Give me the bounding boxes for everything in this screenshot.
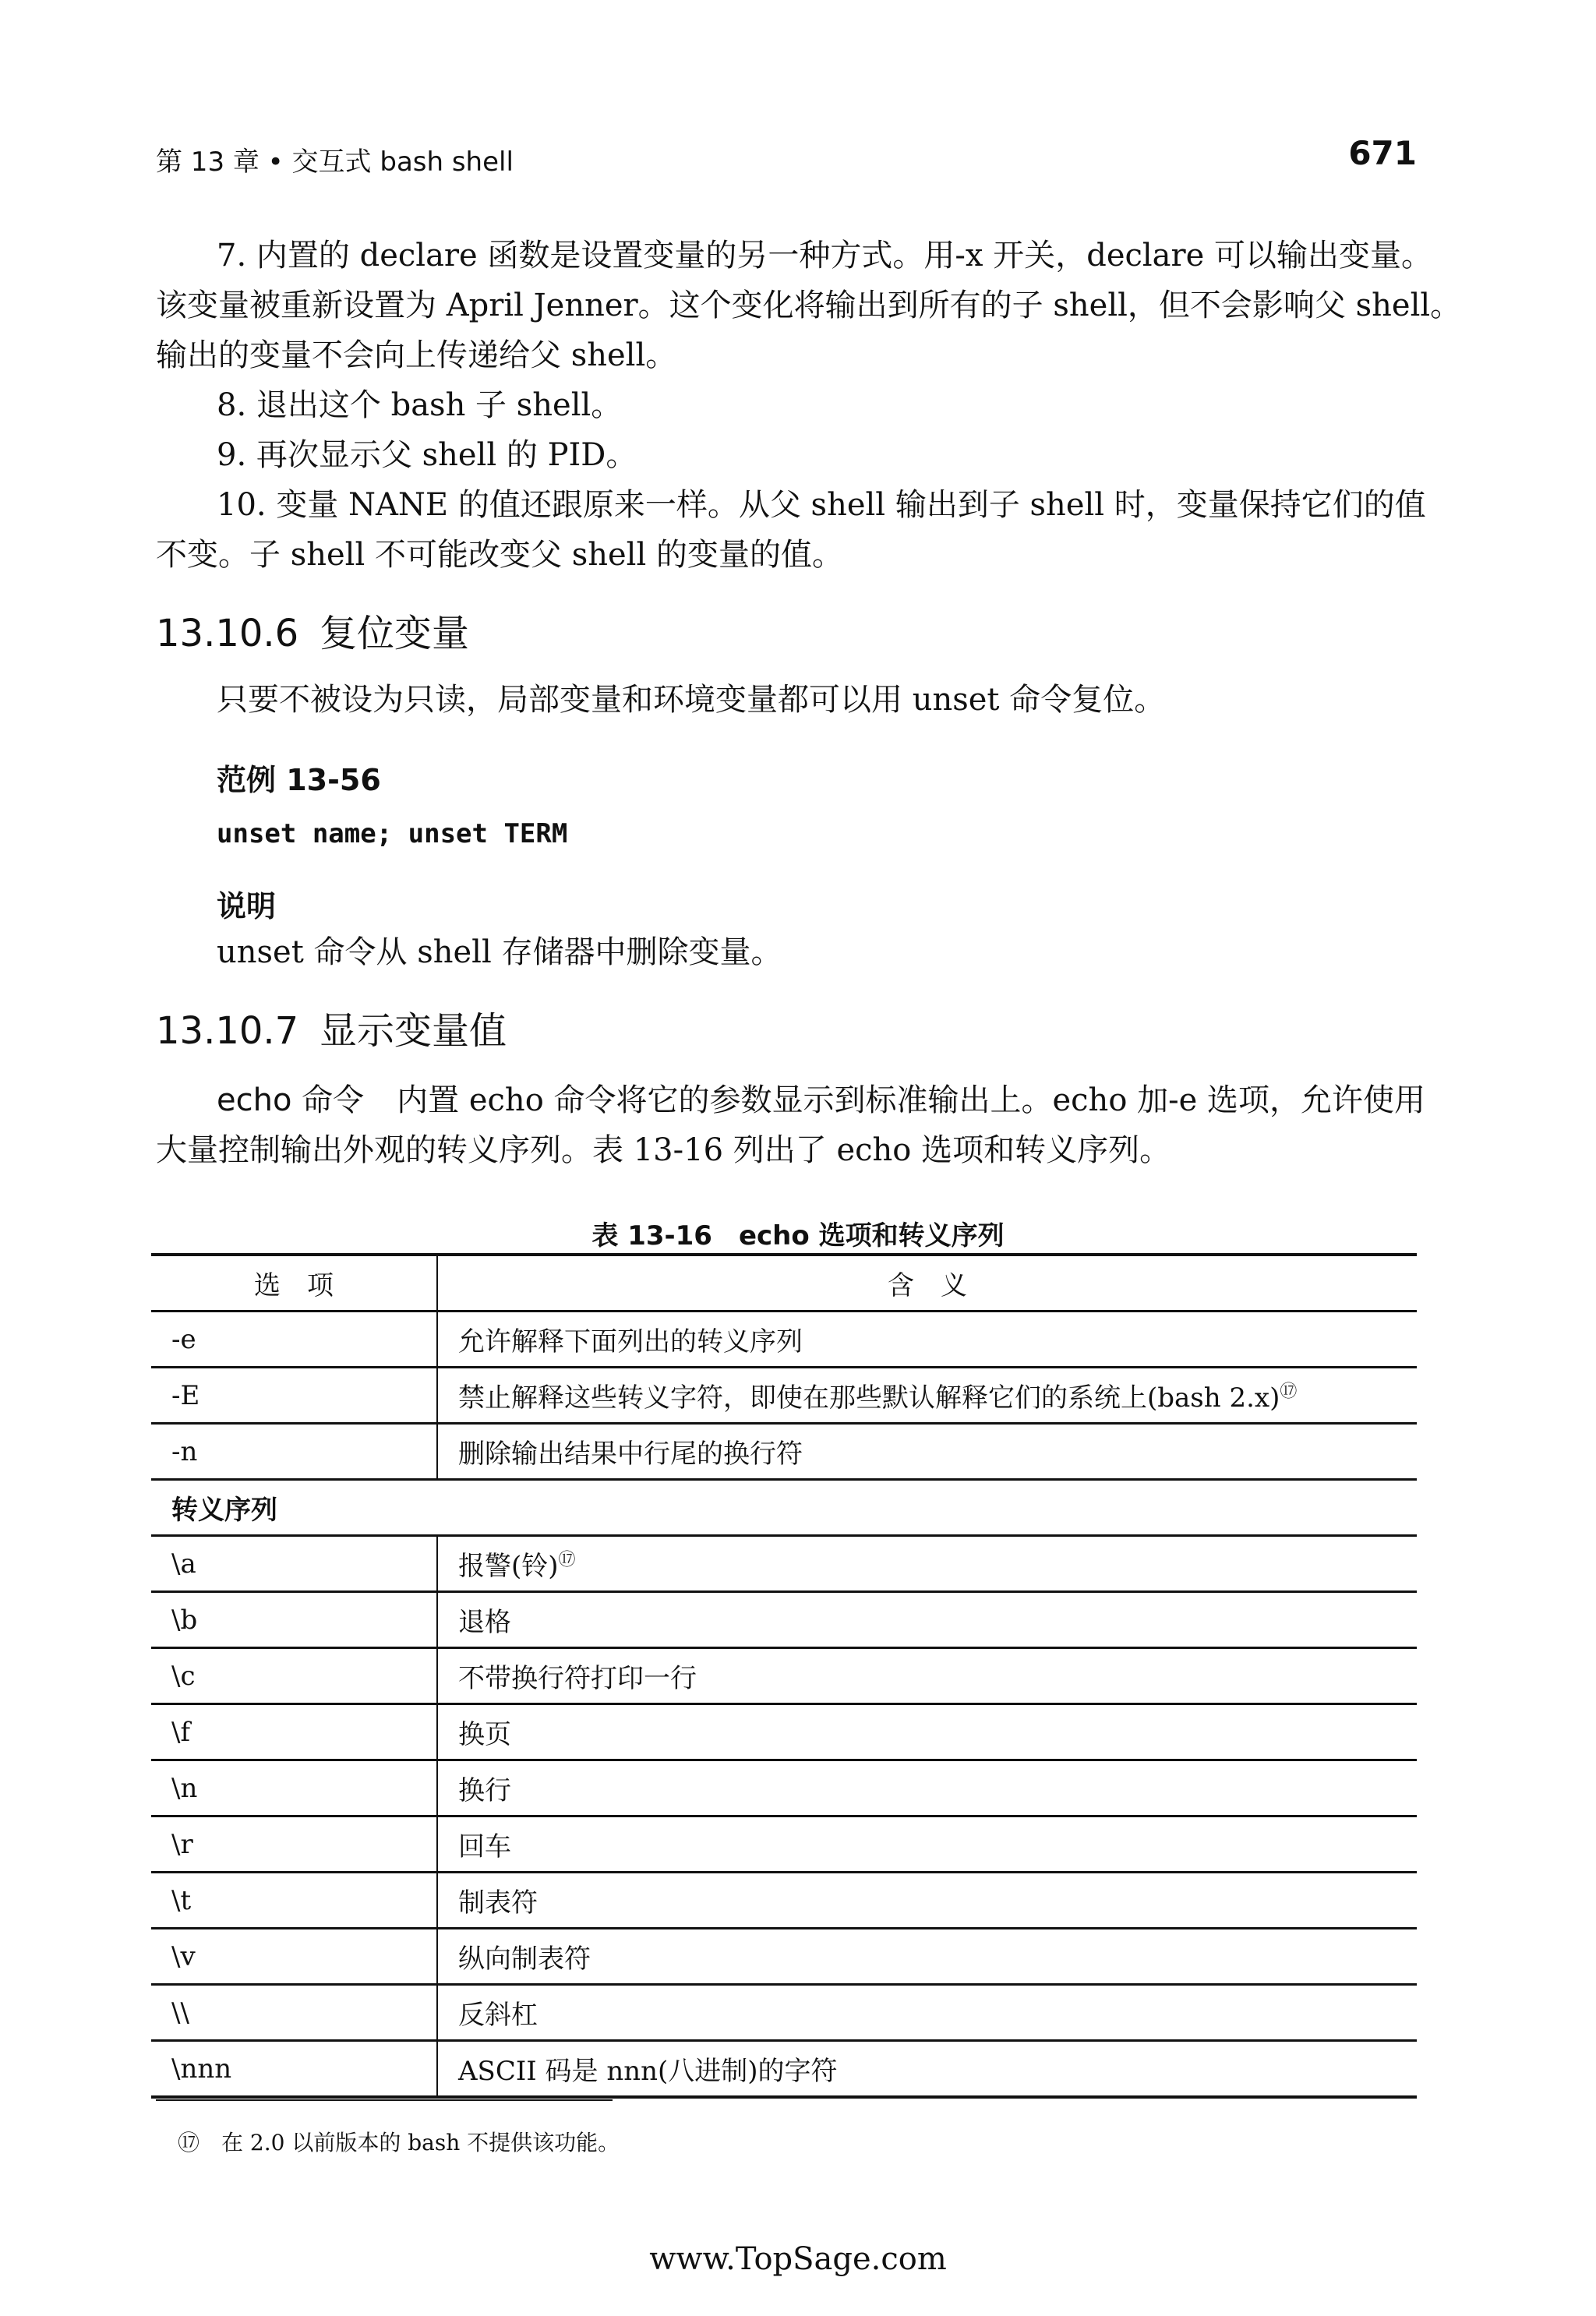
meaning-text: 删除输出结果中行尾的换行符: [458, 1439, 803, 1470]
header-option: 选 项: [151, 1255, 437, 1312]
table: [151, 1253, 1417, 2099]
meaning-text: 换页: [458, 1719, 511, 1750]
option-cell: -e: [151, 1312, 437, 1368]
meaning-text: 制表符: [458, 1887, 538, 1919]
meaning-text: 回车: [458, 1831, 511, 1862]
echo-paragraph-line-1: [217, 1075, 1425, 1125]
option-cell: \t: [151, 1873, 437, 1929]
option-cell: \b: [151, 1592, 437, 1648]
meaning-text: 禁止解释这些转义字符，即使在那些默认解释它们的系统上(bash 2.x): [458, 1382, 1280, 1414]
group-row: [151, 1480, 1417, 1536]
meaning-text: ASCII 码是 nnn(八进制)的字符: [458, 2056, 838, 2087]
table-row: [151, 1368, 1417, 1424]
table-row: [151, 1873, 1417, 1929]
meaning-cell: [437, 1424, 1417, 1480]
meaning-cell: [437, 1816, 1417, 1873]
footnote: ⑰ 在 2.0 以前版本的 bash 不提供该功能。: [178, 2130, 620, 2155]
header-meaning: 含 义: [888, 1270, 967, 1301]
table-row: [151, 1424, 1417, 1480]
option-cell: \v: [151, 1929, 437, 1985]
paragraph-10-line-1: 10. 变量 NANE 的值还跟原来一样。从父 shell 输出到子 shell 时，变量保持它们的值: [217, 487, 1426, 523]
example-label: 范例 13-56: [217, 763, 381, 797]
echo-paragraph-line-2: 大量控制输出外观的转义序列。表 13-16 列出了 echo 选项和转义序列。: [156, 1132, 1171, 1168]
option-cell: \a: [151, 1536, 437, 1592]
section-number: 13.10.7: [156, 1009, 299, 1053]
table-row: [151, 1592, 1417, 1648]
meaning-cell: [437, 1873, 1417, 1929]
option-cell: \f: [151, 1704, 437, 1760]
group-label: 转义序列: [171, 1495, 277, 1526]
meaning-cell: [437, 1704, 1417, 1760]
paragraph-7-line-3: 输出的变量不会向上传递给父 shell。: [156, 337, 677, 373]
meaning-text: 反斜杠: [458, 2000, 538, 2031]
meaning-cell: [437, 2041, 1417, 2098]
meaning-text: 退格: [458, 1607, 511, 1638]
table-row: [151, 1985, 1417, 2041]
meaning-text: 纵向制表符: [458, 1944, 591, 1975]
echo-options-table: [151, 1253, 1417, 2099]
section-heading-13-10-6: [156, 603, 469, 657]
footnote-marker: ⑰: [1280, 1382, 1298, 1402]
meaning-cell: [437, 1592, 1417, 1648]
table-row: [151, 1536, 1417, 1592]
table-row: [151, 1929, 1417, 1985]
meaning-cell: [437, 1536, 1417, 1592]
table-header-row: [151, 1255, 1417, 1312]
meaning-cell: [437, 1760, 1417, 1816]
paragraph-10-line-2: 不变。子 shell 不可能改变父 shell 的变量的值。: [156, 537, 843, 573]
paragraph-8: 8. 退出这个 bash 子 shell。: [217, 387, 623, 423]
meaning-cell: [437, 1368, 1417, 1424]
option-cell: \r: [151, 1816, 437, 1873]
line-text: 内置 echo 命令将它的参数显示到标准输出上。echo 加-e 选项，允许使用: [397, 1082, 1426, 1118]
option-cell: \\: [151, 1985, 437, 2041]
code-line: unset name; unset TERM: [217, 818, 568, 849]
explanation-text: unset 命令从 shell 存储器中删除变量。: [217, 934, 782, 970]
option-cell: -E: [151, 1368, 437, 1424]
table-row: [151, 1816, 1417, 1873]
meaning-cell: [437, 1985, 1417, 2041]
paragraph-7-line-2: 该变量被重新设置为 April Jenner。这个变化将输出到所有的子 shell，但不会影响父 shell。: [156, 288, 1462, 323]
footer-url: www.TopSage.com: [649, 2241, 947, 2277]
table-row: [151, 1648, 1417, 1704]
meaning-text: 不带换行符打印一行: [458, 1663, 697, 1694]
explanation-label: 说明: [217, 888, 277, 923]
table-row: [151, 1312, 1417, 1368]
table-row: [151, 1704, 1417, 1760]
running-head: 第 13 章 • 交互式 bash shell: [156, 147, 514, 178]
section-title: 显示变量值: [320, 1009, 507, 1053]
paragraph-7-line-1: 7. 内置的 declare 函数是设置变量的另一种方式。用-x 开关，declare 可以输出变量。: [217, 238, 1433, 274]
option-cell: \nnn: [151, 2041, 437, 2098]
option-cell: \c: [151, 1648, 437, 1704]
meaning-cell: [437, 1648, 1417, 1704]
section-heading-13-10-7: [156, 1001, 507, 1054]
page-number: 671: [1348, 134, 1417, 172]
table-row: [151, 2041, 1417, 2098]
paragraph-9: 9. 再次显示父 shell 的 PID。: [217, 437, 637, 473]
table-row: [151, 1760, 1417, 1816]
option-cell: -n: [151, 1424, 437, 1480]
footnote-marker: ⑰: [558, 1550, 576, 1570]
table-caption: 表 13-16 echo 选项和转义序列: [591, 1220, 1005, 1252]
lead-term: echo 命令: [217, 1082, 365, 1118]
meaning-cell: [437, 1929, 1417, 1985]
footnote-rule: [156, 2099, 613, 2101]
meaning-text: 报警(铃): [458, 1551, 559, 1582]
option-cell: \n: [151, 1760, 437, 1816]
meaning-text: 允许解释下面列出的转义序列: [458, 1326, 803, 1357]
section-number: 13.10.6: [156, 612, 299, 655]
section-title: 复位变量: [320, 612, 470, 655]
section-intro: 只要不被设为只读，局部变量和环境变量都可以用 unset 命令复位。: [217, 682, 1166, 718]
meaning-cell: [437, 1312, 1417, 1368]
meaning-text: 换行: [458, 1775, 511, 1806]
